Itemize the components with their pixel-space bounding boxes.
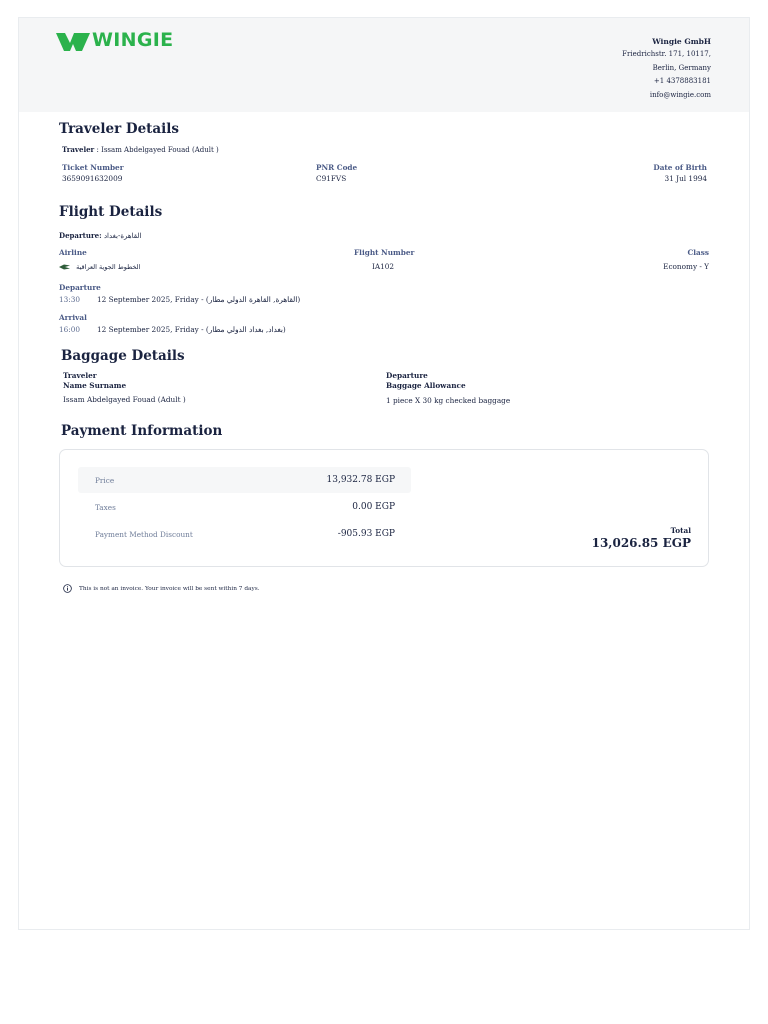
arrival-time: 16:00 (59, 325, 81, 334)
baggage-traveler-value: Issam Abdelgayed Fouad (Adult ) (63, 395, 186, 404)
company-phone: +1 4378883181 (653, 77, 711, 86)
departure-description: 12 September 2025, Friday - (القاهرة, القاهرة الدولي مطار) (97, 295, 301, 304)
baggage-traveler-header: Traveler (63, 371, 97, 380)
discount-label: Payment Method Discount (95, 530, 193, 539)
invoice-note: This is not an invoice. Your invoice will be sent within 7 days. (79, 586, 260, 592)
company-address-line2: Berlin, Germany (652, 63, 711, 72)
payment-information-title: Payment Information (61, 423, 223, 439)
total-label: Total (670, 526, 691, 535)
price-label: Price (95, 476, 115, 485)
wingie-logo-icon (56, 32, 90, 52)
departure-route-value: القاهرة-بغداد (103, 232, 142, 240)
arrival-label: Arrival (59, 313, 87, 322)
payment-card (59, 449, 709, 567)
company-email: info@wingie.com (649, 90, 711, 99)
dob-value: 31 Jul 1994 (664, 174, 707, 183)
traveler-line (62, 145, 219, 154)
departure-route-label: Departure: (59, 231, 102, 240)
info-icon (63, 584, 72, 593)
pnr-value: C91FVS (316, 174, 347, 183)
class-value: Economy - Y (663, 262, 709, 271)
baggage-col2-header (386, 371, 466, 391)
baggage-allowance-header: Baggage Allowance (386, 381, 466, 390)
arrival-description: 12 September 2025, Friday - (بغداد, بغداد الدولي مطار) (97, 325, 286, 334)
dob-label: Date of Birth (653, 163, 707, 172)
departure-time: 13:30 (59, 295, 81, 304)
departure-label: Departure (59, 283, 101, 292)
traveler-value: : Issam Abdelgayed Fouad (Adult ) (96, 146, 219, 154)
flight-number-label: Flight Number (354, 248, 415, 257)
departure-route-line (59, 231, 141, 240)
flight-details-title: Flight Details (59, 204, 163, 220)
baggage-allowance-value: 1 piece X 30 kg checked baggage (386, 396, 511, 405)
airline-logo-icon (59, 264, 70, 270)
baggage-departure-header: Departure (386, 371, 428, 380)
baggage-name-header: Name Surname (63, 381, 127, 390)
airline-value-row (59, 263, 140, 271)
taxes-label: Taxes (95, 503, 116, 512)
airline-value: الخطوط الجوية العراقية (76, 263, 141, 271)
company-address-line1: Friedrichstr. 171, 10117, (622, 50, 711, 59)
baggage-details-title: Baggage Details (61, 348, 185, 364)
total-value: 13,026.85 EGP (591, 536, 691, 550)
baggage-col1-header (63, 371, 126, 391)
ticket-number-value: 3659091632009 (62, 174, 123, 183)
price-value: 13,932.78 EGP (326, 475, 395, 485)
company-name: Wingie GmbH (652, 37, 711, 46)
company-info (622, 35, 711, 102)
airline-label: Airline (59, 248, 87, 257)
discount-value: -905.93 EGP (337, 529, 395, 539)
pnr-label: PNR Code (316, 163, 358, 172)
ticket-number-label: Ticket Number (62, 163, 124, 172)
ticket-page (18, 17, 750, 930)
header-band (19, 18, 749, 112)
class-label: Class (687, 248, 709, 257)
flight-number-value: IA102 (372, 262, 395, 271)
logo-text: WINGIE (92, 29, 174, 51)
wingie-logo (56, 29, 174, 52)
traveler-label: Traveler (62, 145, 95, 154)
traveler-details-title: Traveler Details (59, 121, 180, 137)
taxes-value: 0.00 EGP (352, 502, 395, 512)
